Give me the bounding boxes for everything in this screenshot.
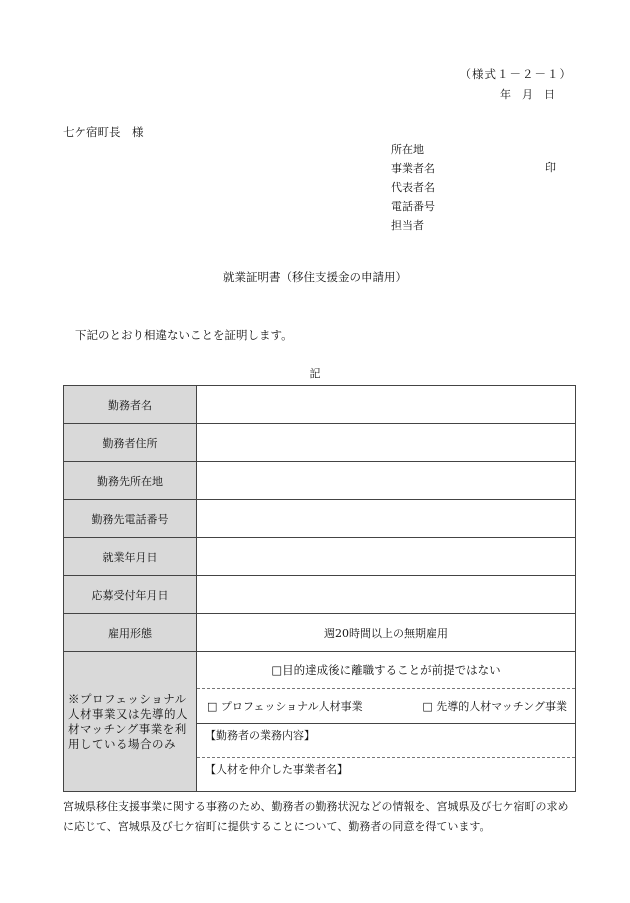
preface-text: 下記のとおり相違ないことを証明します。 [75, 328, 293, 342]
worker-address-field[interactable] [197, 424, 576, 462]
table-row [64, 386, 576, 424]
sender-block [391, 140, 435, 235]
row-label-worker-address: 勤務者住所 [64, 424, 197, 462]
application-date-field[interactable] [197, 576, 576, 614]
sender-contact-label: 担当者 [391, 219, 424, 232]
employment-type-value: 週20時間以上の無期雇用 [197, 614, 576, 652]
ki-heading: 記 [309, 367, 321, 380]
professional-details [197, 652, 576, 792]
seal-mark: 印 [545, 161, 556, 174]
workplace-address-field[interactable] [197, 462, 576, 500]
program-checkbox-group [197, 689, 575, 724]
form-number: （様式１－２－１） [459, 67, 572, 81]
document-title: 就業証明書（移住支援金の申請用） [223, 270, 407, 284]
table-row [64, 462, 576, 500]
consent-footnote: 宮城県移住支援事業に関する事務のため、勤務者の勤務状況などの情報を、宮城県及び七ケ宿町の求めに応じて、宮城県及び七ケ宿町に提供することについて、勤務者の同意を得ています。 [63, 800, 569, 833]
row-label-employment-type: 雇用形態 [64, 614, 197, 652]
intermediary-label: 【人材を仲介した事業者名】 [205, 763, 348, 776]
table-row [64, 500, 576, 538]
worker-name-field[interactable] [197, 386, 576, 424]
table-row [64, 424, 576, 462]
duties-label: 【勤務者の業務内容】 [205, 729, 315, 742]
row-label-worker-name: 勤務者名 [64, 386, 197, 424]
row-label-start-date: 就業年月日 [64, 538, 197, 576]
row-label-professional: ※プロフェッショナル人材事業又は先導的人材マッチング事業を利用している場合のみ [64, 652, 197, 792]
row-label-workplace-phone: 勤務先電話番号 [64, 500, 197, 538]
sender-representative-label: 代表者名 [391, 181, 435, 194]
sender-phone-label: 電話番号 [391, 200, 435, 213]
date-line: 年 月 日 [500, 88, 555, 101]
table-row-professional [64, 652, 576, 792]
intermediary-field[interactable] [197, 758, 575, 791]
professional-program-checkbox[interactable]: □ プロフェッショナル人材事業 [207, 700, 363, 713]
premise-checkbox[interactable]: □目的達成後に離職することが前提ではない [197, 652, 575, 689]
start-date-field[interactable] [197, 538, 576, 576]
table-row [64, 614, 576, 652]
workplace-phone-field[interactable] [197, 500, 576, 538]
duties-field[interactable] [197, 724, 575, 758]
table-row [64, 538, 576, 576]
sender-address-label: 所在地 [391, 143, 424, 156]
addressee: 七ケ宿町長 様 [63, 125, 144, 139]
sender-company-label: 事業者名 [391, 162, 435, 175]
certificate-table [63, 385, 576, 792]
row-label-application-date: 応募受付年月日 [64, 576, 197, 614]
table-row [64, 576, 576, 614]
matching-program-checkbox[interactable]: □ 先導的人材マッチング事業 [422, 700, 567, 713]
row-label-workplace-address: 勤務先所在地 [64, 462, 197, 500]
